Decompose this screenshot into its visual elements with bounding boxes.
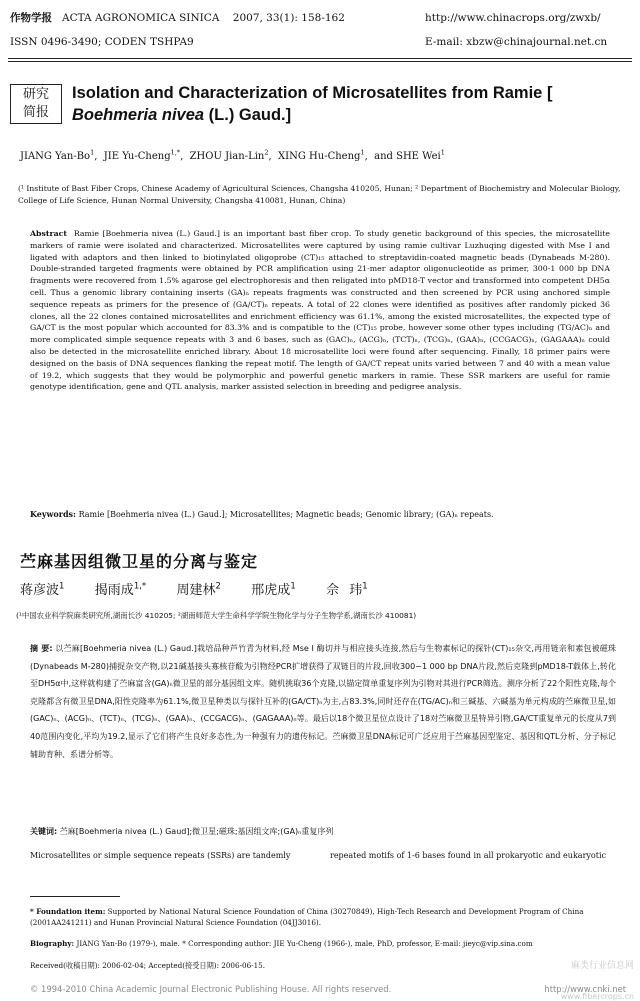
abstract-cn [30, 640, 616, 763]
copyright-notice: © 1994-2010 China Academic Journal Electronic Publishing House. All rights reserved. [30, 984, 392, 994]
journal-website[interactable]: http://www.chinacrops.org/zwxb/ [425, 12, 601, 24]
journal-name-cn: 作物学报 [10, 12, 52, 24]
affiliation-line: (¹ Institute of Bast Fiber Crops, Chinese Academy of Agricultural Sciences, Changsha 410205, Hunan; ² Department of Biochemistry and Molecular Biology, [18, 184, 621, 193]
abstract-text: Ramie [Boehmeria nivea (L.) Gaud.] is an important bast fiber crop. To study genetic background of this species, the microsatellite markers of ramie were isolated and characterized. Microsatellites were captured by using ramie cultivar Luzhuqing digested with Mse I and ligated with adaptors and then linked to biotinylated oligoprobe (CT)₁₅ attached to streptavidin-coated magnetic beads (Dynabeads M-280). Double-stranded targeted fragments were obtained by PCR amplification using 21-mer adaptor oligonucleotide as primer, 300-1 000 bp DNA fragments were recovered from 1.5% agarose gel electrophoresis and then religated into pMD18-T vector and transformed into competent DH5α cell. Thus a genomic library containing inserts (GA)ₙ repeats fragments was constructed and then screened by PCR using anchored simple sequence repeats as primers for the presence of (GA/CT)ₙ repeats. A total of 22 clones were identified as positives after randomly picked 36 clones, all the 22 clones contained microsatellites and enrichment efficiency was 61.1%, among the existed microsatellites, the expected type of GA/CT is the most popular which accounted for 83.3% and is compatible to the (CT)₁₅ probe, however some other types including (TG/AC)ₙ and more complicated simple sequence repeats with 3 and 6 bases, such as (GAC)ₙ, (ACG)ₙ, (TCT)ₙ, (TCG)ₙ, (GAA)ₙ, (CCGACG)ₙ, (GAGAAA)ₙ could also be detected in the microsatellite enriched library. About 18 microsatellite loci were found after sequencing. Finally, 18 primer pairs were designed on the basis of DNA sequences flanking the repeat motif. The length of GA/CT repeat units varied between 7 and 40 with a mean value of 19.2, which suggests that they would be polymorphic and powerful genetic markers in ramie. These SSR markers are useful for ramie genotype identification, gene and QTL analysis, marker assisted selection in breeding and pedigree analysis. [30, 229, 610, 392]
abstract-label: Abstract [30, 229, 68, 238]
author-name-cn: 揭雨成 [94, 583, 134, 598]
author-sup-cn: 1 [59, 580, 65, 591]
paper-title-cn: 苎麻基因组微卫星的分离与鉴定 [20, 552, 259, 571]
received-footnote: Received(收稿日期): 2006-02-04; Accepted(接受日期): 2006-06-15. [30, 961, 265, 970]
intro-col2: repeated motifs of 1-6 bases found in all prokaryotic and eukaryotic [330, 851, 606, 860]
watermark-url: www.fibercrops.cn [560, 992, 634, 1001]
author-sup: 1 [440, 148, 445, 157]
biography-text: JIANG Yan-Bo (1979-), male. * Corresponding author: JIE Yu-Cheng (1966-), male, PhD, professor, E-mail: jieyc@vip.sina.com [76, 939, 533, 948]
author-name: and SHE Wei [374, 151, 441, 162]
author-sup: 1 [360, 148, 365, 157]
affiliations [18, 183, 624, 207]
author-name-cn: 周建林 [176, 583, 216, 598]
keywords-en [30, 508, 610, 521]
affiliation-line: College of Life Science, Hunan Normal University, Changsha 410081, Hunan, China) [18, 196, 346, 205]
keywords-text: Ramie [Boehmeria nivea (L.) Gaud.]; Microsatellites; Magnetic beads; Genomic library; (GA)ₙ repeats. [78, 510, 494, 519]
author-name: JIE Yu-Cheng [103, 151, 171, 162]
journal-citation: 2007, 33(1): 158-162 [232, 12, 345, 24]
journal-issn: ISSN 0496-3490; CODEN TSHPA9 [10, 36, 194, 48]
body-intro [30, 850, 620, 862]
author-list: JIANG Yan-Bo$^1$, JIE Yu-Cheng$^{1,*}$, ZHOU Jian-Lin$^2$, XING Hu-Cheng$^1$, and SHE Wei$^1$ [20, 148, 445, 162]
author-name: JIANG Yan-Bo [20, 151, 91, 162]
keywords-cn [30, 826, 616, 838]
header-rule [8, 58, 632, 59]
header-rule-thin [8, 61, 632, 62]
foundation-label: * Foundation item: [30, 907, 106, 916]
author-sup-cn: 1,* [133, 580, 147, 591]
title-prefix: Isolation and Characterization of Microsatellites from Ramie [ [72, 84, 553, 102]
intro-col1: Microsatellites or simple sequence repeats (SSRs) are tandemly [30, 851, 291, 860]
biography-footnote [30, 938, 620, 949]
journal-email[interactable]: E-mail: xbzw@chinajournal.net.cn [425, 36, 608, 48]
author-sup-cn: 1 [290, 580, 296, 591]
research-note-badge [10, 84, 62, 124]
journal-name-en: ACTA AGRONOMICA SINICA [62, 12, 220, 24]
badge-line1: 研究 [22, 87, 49, 102]
watermark-cn: 麻类行业信息网 [570, 961, 634, 971]
author-name-cn: 佘 玮 [326, 583, 363, 598]
biography-label: Biography: [30, 939, 75, 948]
keywords-text-cn: 苎麻[Boehmeria nivea (L.) Gaud];微卫星;磁珠;基因组文库;(GA)ₙ重复序列 [59, 827, 334, 836]
abstract-label-cn: 摘 要: [30, 644, 53, 653]
title-species: Boehmeria nivea [72, 106, 205, 124]
author-name-cn: 蒋彦波 [20, 583, 60, 598]
footnote-separator [30, 896, 120, 897]
abstract-text-cn: 以苎麻[Boehmeria nivea (L.) Gaud.]栽培品种芦竹青为材料,经 Mse I 酶切并与相应接头连接,然后与生物素标记的探针(CT)₁₅杂交,再用链亲和素包被磁珠(Dynabeads M-280)捕捉杂交产物,以21碱基接头寡核苷酸为引物经PCR扩增获得了双链目的片段,回收300~1 000 bp DNA片段,然后克隆到pMD18-T载体上,转化至DH5α中,这样就构建了苎麻富含(GA)ₙ微卫星的部分基因组文库。随机挑取36个克隆,以锚定简单重复序列为引物对其进行PCR筛选。测序分析了22个阳性克隆,每个克隆都含有微卫星DNA,阳性克隆率为61.1%,微卫星种类以与探针互补的(GA/CT)ₙ为主,占83.3%,同时还存在(TG/AC)ₙ和三碱基、六碱基为单元构成的苎麻微卫星,如(GAC)ₙ、(ACG)ₙ、(TCT)ₙ、(TCG)ₙ、(GAA)ₙ、(CCGACG)ₙ、(GAGAAA)ₙ等。最后以18个微卫星位点设计了18对苎麻微卫星特异引物,GA/CT重复单元的长度从7到40范围内变化,平均为19.2,显示了它们将产生良好多态性,为一种强有力的遗传标记。苎麻微卫星DNA标记可广泛应用于苎麻基因型鉴定、基因和QTL分析、分子标记辅助育种、系谱分析等。 [30, 644, 617, 759]
foundation-footnote [30, 906, 620, 928]
badge-line2: 简报 [22, 105, 49, 120]
foundation-text: Supported by National Natural Science Foundation of China (30270849), High-Tech Research and Development Program of China (2001AA241211) and Hunan Provincial Natural Science Foundation (04JJ3016). [30, 907, 584, 927]
keywords-label: Keywords: [30, 509, 77, 519]
abstract-en [30, 228, 610, 393]
keywords-label-cn: 关键词: [30, 827, 58, 836]
title-suffix: (L.) Gaud.] [208, 106, 292, 124]
author-name-cn: 邢虎成 [251, 583, 291, 598]
author-name: XING Hu-Cheng [278, 151, 361, 162]
journal-header-line1 [10, 12, 345, 25]
author-sup-cn: 2 [215, 580, 221, 591]
author-sup-cn: 1 [362, 580, 368, 591]
cnki-link[interactable]: http://www.cnki.net [544, 984, 626, 994]
author-name: ZHOU Jian-Lin [189, 151, 265, 162]
affiliations-cn: (¹中国农业科学院麻类研究所,湖南长沙 410205; ²湖南师范大学生命科学学院生物化学与分子生物学系,湖南长沙 410081) [16, 611, 417, 620]
author-sup: 1,* [170, 148, 181, 157]
author-list-cn [20, 582, 368, 600]
author-sup: 2 [264, 148, 269, 157]
paper-title [72, 82, 632, 126]
author-sup: 1 [90, 148, 95, 157]
